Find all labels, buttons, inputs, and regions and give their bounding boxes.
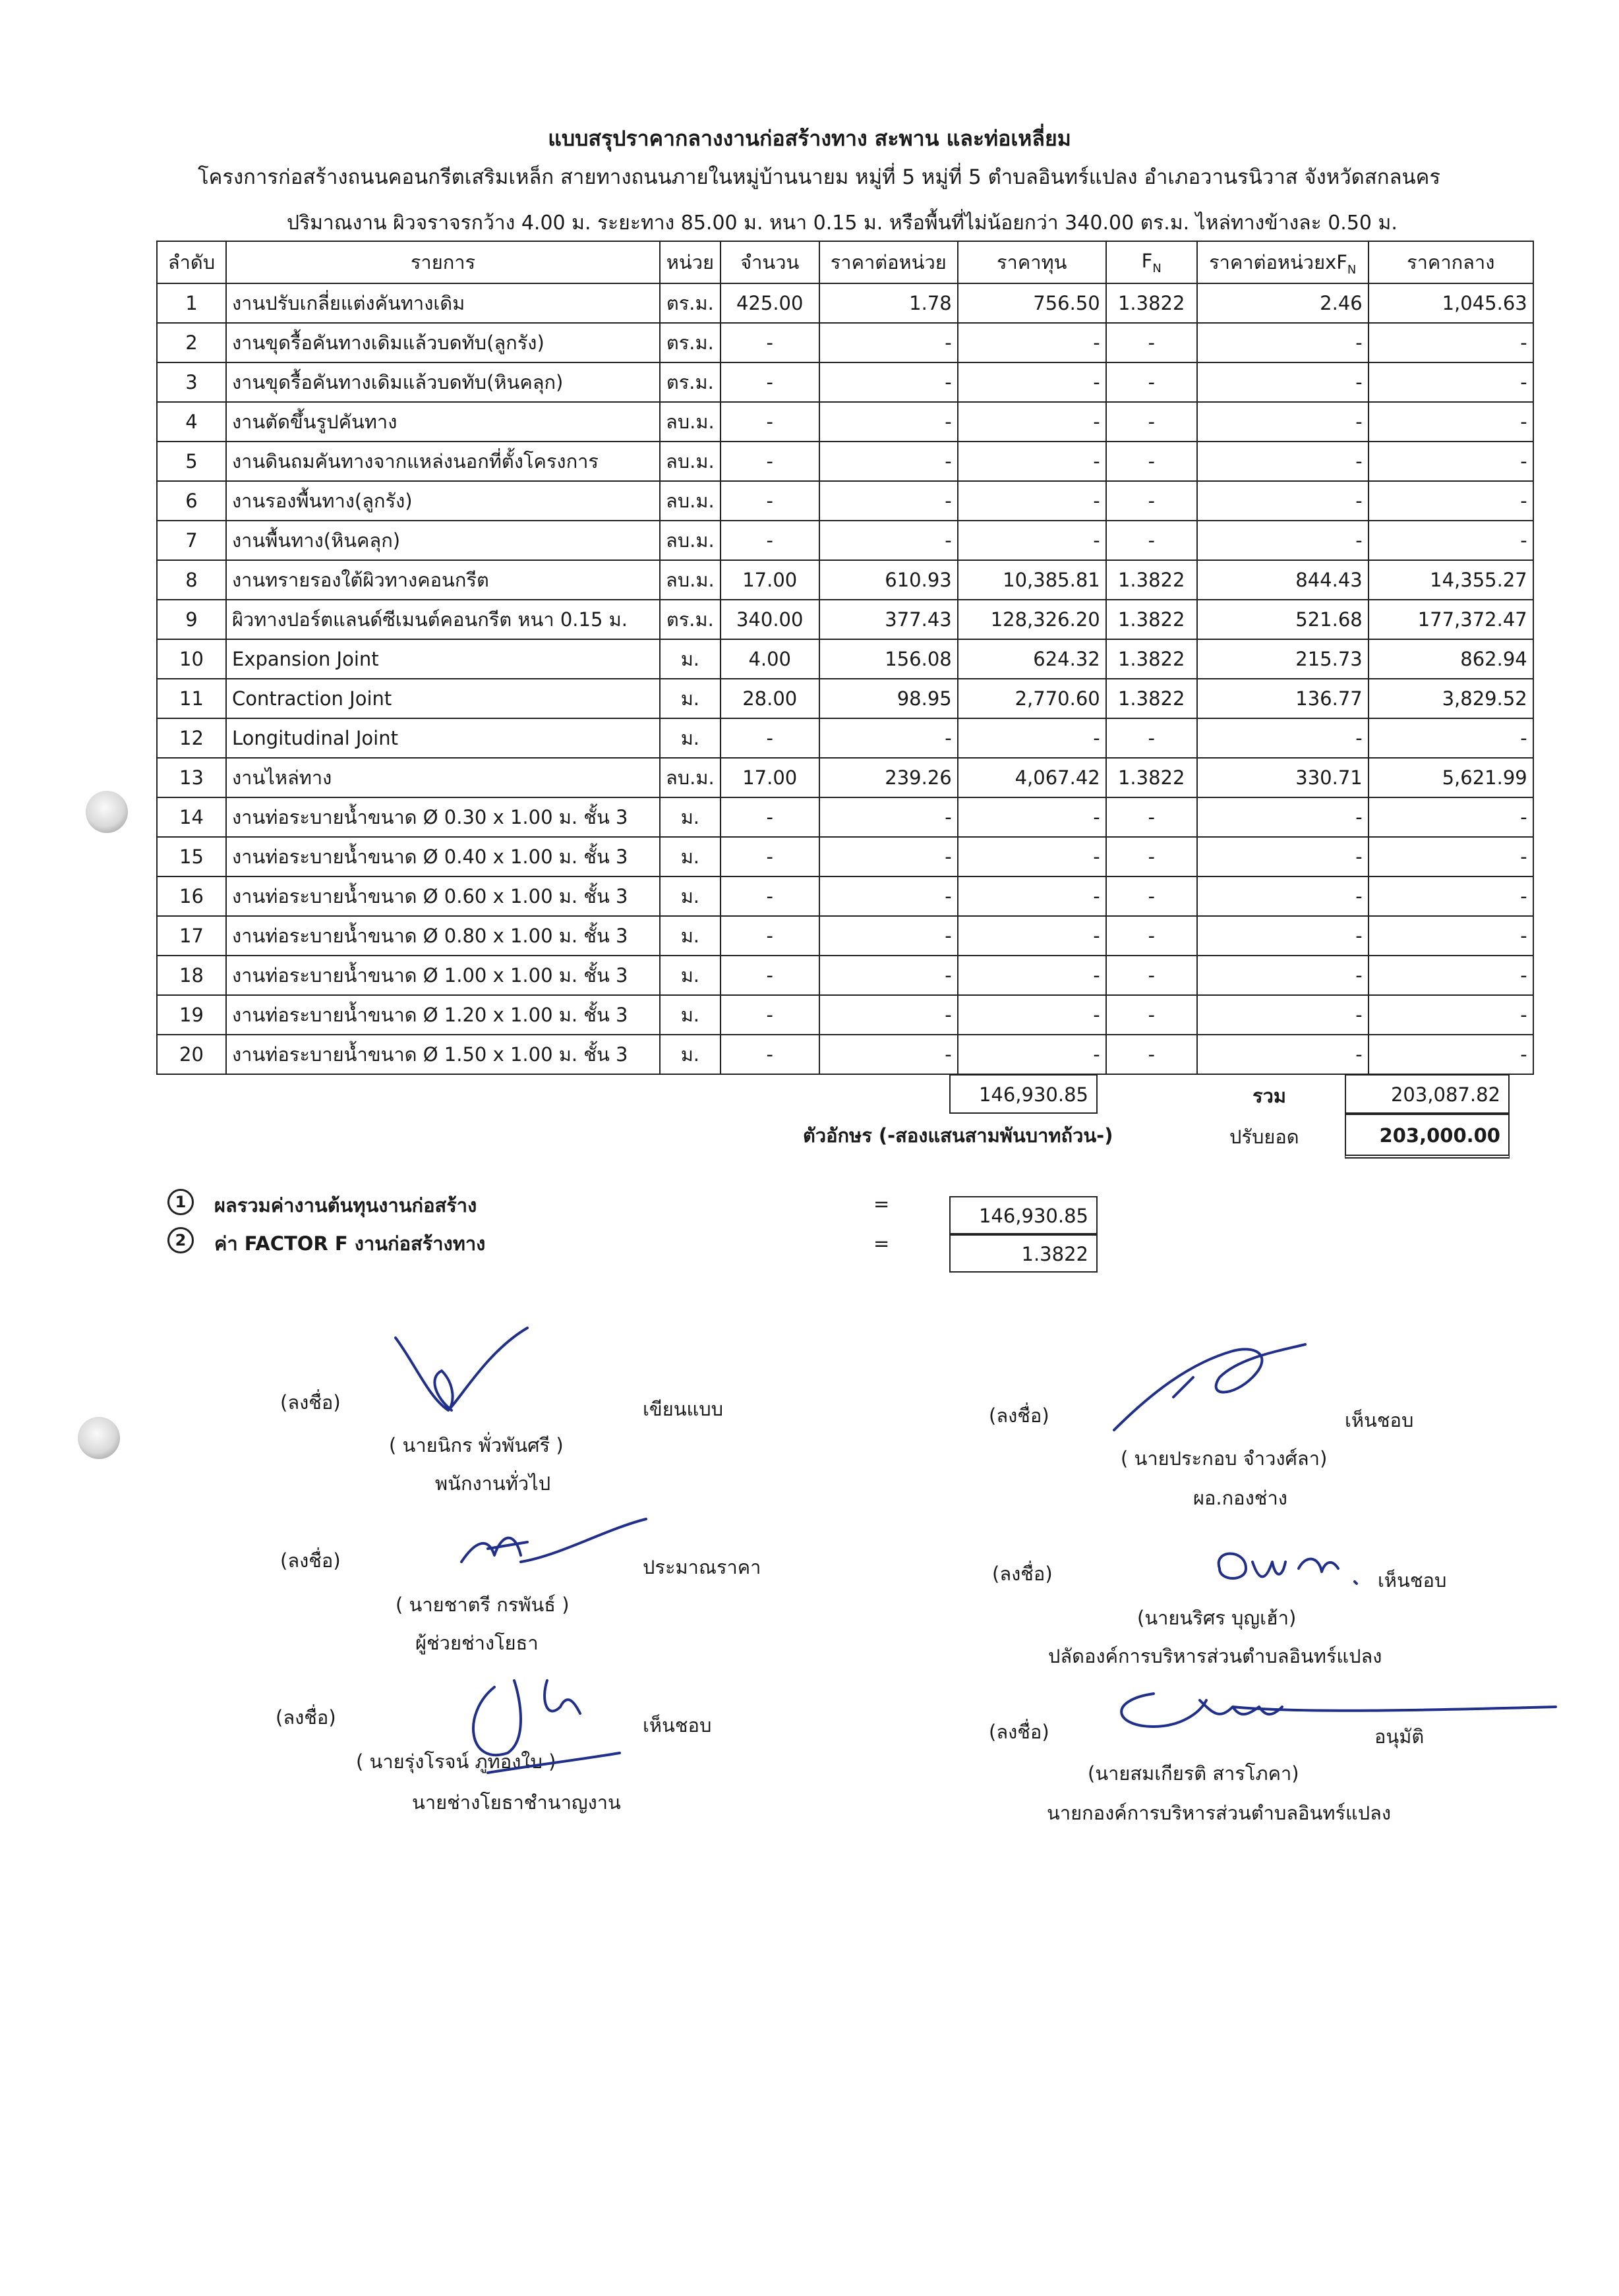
row-fn: - [1106,323,1197,362]
signature-mark-left-1 [389,1325,547,1423]
project-description: โครงการก่อสร้างถนนคอนกรีตเสริมเหล็ก สายทางถนนภายในหมู่บ้านนายม หมู่ที่ 5 หมู่ที่ 5 ตำบลอินทร์แปลง อำเภอวานรนิวาส จังหวัดสกลนคร [198,165,1441,189]
row-mid-price: - [1369,362,1533,402]
row-item: งานท่อระบายน้ำขนาด Ø 0.80 x 1.00 ม. ชั้น 3 [226,916,660,956]
header-fn-label: F [1141,249,1153,272]
table-row [157,323,1533,362]
row-no: 2 [157,323,226,362]
rounded-value-box: 203,000.00 [1345,1114,1510,1159]
signature-mark-left-2 [448,1516,659,1575]
row-unit-price: - [819,837,958,876]
row-unit-price: - [819,956,958,995]
punch-hole-top [86,791,128,833]
sign-prefix-left-3: (ลงชื่อ) [276,1706,336,1729]
row-mid-price: - [1369,442,1533,481]
row-unit: ม. [660,639,721,679]
sign-title-right-2: ปลัดองค์การบริหารส่วนตำบลอินทร์แปลง [1048,1645,1382,1667]
row-unit: ม. [660,679,721,718]
row-unit: ตร.ม. [660,283,721,323]
table-row [157,283,1533,323]
row-unit-price: - [819,481,958,521]
row-cost: 756.50 [958,283,1106,323]
row-mid-price: - [1369,797,1533,837]
work-scope: ปริมาณงาน ผิวจราจรกว้าง 4.00 ม. ระยะทาง 85.00 ม. หนา 0.15 ม. หรือพื้นที่ไม่น้อยกว่า 340.00 ตร.ม. ไหล่ทางข้างละ 0.50 ม. [287,212,1398,235]
row-mid-price: - [1369,995,1533,1035]
row-unit-price-fn: 330.71 [1197,758,1369,797]
row-cost: - [958,521,1106,560]
row-fn: 1.3822 [1106,679,1197,718]
row-unit-price: - [819,1035,958,1074]
row-unit-price-fn: - [1197,442,1369,481]
row-item: งานทรายรองใต้ผิวทางคอนกรีต [226,560,660,600]
row-no: 7 [157,521,226,560]
sign-role-left-2: ประมาณราคา [643,1556,761,1578]
summary-eq-1: = [873,1193,890,1215]
amount-in-words: ตัวอักษร (-สองแสนสามพันบาทถ้วน-) [803,1124,1113,1147]
row-qty: 425.00 [721,283,819,323]
sign-name-left-3: ( นายรุ่งโรจน์ ภูทองใบ ) [356,1750,556,1773]
header-item: รายการ [226,241,660,283]
row-unit-price-fn: 521.68 [1197,600,1369,639]
row-item: งานดินถมคันทางจากแหล่งนอกที่ตั้งโครงการ [226,442,660,481]
row-unit-price: - [819,916,958,956]
row-no: 13 [157,758,226,797]
row-unit-price-fn: - [1197,797,1369,837]
row-unit-price-fn: 2.46 [1197,283,1369,323]
row-qty: 340.00 [721,600,819,639]
row-mid-price: - [1369,1035,1533,1074]
row-fn: - [1106,362,1197,402]
header-unit-price-fn [1197,241,1369,283]
row-cost: - [958,402,1106,442]
row-unit: ลบ.ม. [660,560,721,600]
row-item: ผิวทางปอร์ตแลนด์ซีเมนต์คอนกรีต หนา 0.15 ม. [226,600,660,639]
row-unit-price-fn: 844.43 [1197,560,1369,600]
row-qty: 17.00 [721,758,819,797]
table-row [157,639,1533,679]
row-unit-price: - [819,718,958,758]
row-no: 15 [157,837,226,876]
row-item: งานท่อระบายน้ำขนาด Ø 1.50 x 1.00 ม. ชั้น 3 [226,1035,660,1074]
table-row [157,916,1533,956]
sign-name-left-2: ( นายชาตรี กรพันธ์ ) [396,1593,570,1616]
sign-prefix-right-2: (ลงชื่อ) [992,1563,1053,1585]
table-row [157,995,1533,1035]
row-unit: ลบ.ม. [660,402,721,442]
table-row [157,718,1533,758]
summary-number-2: 2 [167,1227,194,1253]
row-unit-price-fn: - [1197,876,1369,916]
row-qty: - [721,442,819,481]
sign-title-right-3: นายกองค์การบริหารส่วนตำบลอินทร์แปลง [1047,1802,1392,1824]
row-item: งานท่อระบายน้ำขนาด Ø 1.00 x 1.00 ม. ชั้น 3 [226,956,660,995]
table-row [157,797,1533,837]
row-item: งานขุดรื้อคันทางเดิมแล้วบดทับ(หินคลุก) [226,362,660,402]
row-unit-price: 156.08 [819,639,958,679]
row-cost: - [958,718,1106,758]
row-mid-price: 862.94 [1369,639,1533,679]
row-unit-price: 377.43 [819,600,958,639]
row-unit-price: - [819,402,958,442]
row-item: Expansion Joint [226,639,660,679]
row-cost: - [958,797,1106,837]
row-unit-price-fn: - [1197,956,1369,995]
row-no: 10 [157,639,226,679]
row-unit-price: 239.26 [819,758,958,797]
summary-value-1: 146,930.85 [949,1196,1098,1234]
row-qty: - [721,718,819,758]
row-unit-price-fn: - [1197,718,1369,758]
row-unit: ลบ.ม. [660,442,721,481]
row-no: 12 [157,718,226,758]
row-cost: - [958,323,1106,362]
row-mid-price: - [1369,956,1533,995]
table-row [157,481,1533,521]
row-fn: - [1106,837,1197,876]
row-unit-price: - [819,797,958,837]
row-item: งานพื้นทาง(หินคลุก) [226,521,660,560]
row-no: 8 [157,560,226,600]
sign-name-right-3: (นายสมเกียรติ สารโภคา) [1088,1762,1299,1785]
row-unit: ม. [660,718,721,758]
row-unit-price: - [819,442,958,481]
row-no: 18 [157,956,226,995]
row-unit-price-fn: - [1197,995,1369,1035]
row-item: งานรองพื้นทาง(ลูกรัง) [226,481,660,521]
sign-role-left-1: เขียนแบบ [643,1398,724,1420]
row-fn: - [1106,956,1197,995]
row-unit-price-fn: - [1197,916,1369,956]
row-qty: - [721,837,819,876]
header-cost: ราคาทุน [958,241,1106,283]
table-row [157,1035,1533,1074]
row-cost: 10,385.81 [958,560,1106,600]
row-no: 3 [157,362,226,402]
row-mid-price: 5,621.99 [1369,758,1533,797]
sign-name-left-1: ( นายนิกร พั่วพันศรี ) [389,1434,564,1456]
row-unit-price: 610.93 [819,560,958,600]
row-unit-price: 98.95 [819,679,958,718]
signature-mark-right-3 [1101,1687,1562,1746]
row-no: 17 [157,916,226,956]
header-fn [1106,241,1197,283]
row-mid-price: - [1369,837,1533,876]
row-unit-price-fn: - [1197,362,1369,402]
row-item: งานท่อระบายน้ำขนาด Ø 1.20 x 1.00 ม. ชั้น 3 [226,995,660,1035]
row-fn: - [1106,481,1197,521]
row-unit-price: - [819,876,958,916]
row-no: 1 [157,283,226,323]
row-qty: - [721,956,819,995]
row-unit: ม. [660,797,721,837]
row-unit-price-fn: - [1197,837,1369,876]
sign-role-right-1: เห็นชอบ [1345,1409,1414,1431]
row-fn: - [1106,1035,1197,1074]
table-row [157,758,1533,797]
row-cost: - [958,362,1106,402]
row-cost: - [958,481,1106,521]
sign-title-left-3: นายช่างโยธาชำนาญงาน [412,1791,621,1814]
row-item: งานตัดขึ้นรูปคันทาง [226,402,660,442]
row-item: งานท่อระบายน้ำขนาด Ø 0.30 x 1.00 ม. ชั้น 3 [226,797,660,837]
row-mid-price: - [1369,916,1533,956]
row-unit-price-fn: - [1197,1035,1369,1074]
row-unit: ลบ.ม. [660,758,721,797]
document-title: แบบสรุปราคากลางงานก่อสร้างทาง สะพาน และท่อเหลี่ยม [548,126,1071,151]
row-cost: 4,067.42 [958,758,1106,797]
sign-role-left-3: เห็นชอบ [643,1714,712,1736]
header-unit: หน่วย [660,241,721,283]
cost-total-box: 146,930.85 [949,1074,1098,1114]
sign-role-right-3: อนุมัติ [1374,1725,1425,1748]
row-qty: - [721,916,819,956]
row-item: งานขุดรื้อคันทางเดิมแล้วบดทับ(ลูกรัง) [226,323,660,362]
table-row [157,876,1533,916]
row-unit: ลบ.ม. [660,481,721,521]
row-cost: - [958,916,1106,956]
signature-mark-left-3 [448,1661,633,1793]
sign-prefix-right-1: (ลงชื่อ) [989,1404,1049,1427]
row-mid-price: 14,355.27 [1369,560,1533,600]
row-unit: ม. [660,916,721,956]
row-no: 11 [157,679,226,718]
row-qty: - [721,876,819,916]
row-unit: ลบ.ม. [660,521,721,560]
header-no: ลำดับ [157,241,226,283]
signature-mark-right-1 [1107,1338,1318,1437]
summary-label-2: ค่า FACTOR F งานก่อสร้างทาง [214,1232,486,1255]
row-cost: - [958,837,1106,876]
sign-name-right-2: (นายนริศร บุญเฮ้า) [1137,1607,1297,1629]
row-qty: 17.00 [721,560,819,600]
summary-value-2: 1.3822 [949,1234,1098,1273]
sign-title-right-1: ผอ.กองช่าง [1193,1487,1287,1509]
summary-eq-2: = [873,1232,890,1255]
row-fn: 1.3822 [1106,283,1197,323]
row-qty: 28.00 [721,679,819,718]
row-cost: 624.32 [958,639,1106,679]
row-mid-price: 3,829.52 [1369,679,1533,718]
table-header-row [157,241,1533,283]
row-no: 19 [157,995,226,1035]
row-unit-price-fn: 215.73 [1197,639,1369,679]
row-qty: - [721,402,819,442]
sign-prefix-left-2: (ลงชื่อ) [280,1549,341,1572]
rounded-label: ปรับยอด [1229,1126,1299,1148]
table-row [157,362,1533,402]
row-unit: ตร.ม. [660,323,721,362]
sum-value-box: 203,087.82 [1345,1074,1510,1114]
table-row [157,442,1533,481]
row-cost: - [958,956,1106,995]
header-qty: จำนวน [721,241,819,283]
row-fn: - [1106,995,1197,1035]
row-qty: - [721,481,819,521]
row-fn: - [1106,402,1197,442]
sign-prefix-right-3: (ลงชื่อ) [989,1721,1049,1743]
row-unit-price: 1.78 [819,283,958,323]
row-fn: 1.3822 [1106,600,1197,639]
sign-title-left-2: ผู้ช่วยช่างโยธา [415,1632,539,1654]
row-no: 5 [157,442,226,481]
table-row [157,600,1533,639]
row-mid-price: 1,045.63 [1369,283,1533,323]
row-unit-price: - [819,362,958,402]
row-no: 4 [157,402,226,442]
row-cost: - [958,1035,1106,1074]
sign-prefix-left-1: (ลงชื่อ) [280,1391,341,1414]
summary-number-1: 1 [167,1189,194,1215]
row-cost: - [958,995,1106,1035]
row-unit: ม. [660,956,721,995]
row-mid-price: - [1369,481,1533,521]
row-mid-price: - [1369,402,1533,442]
row-qty: 4.00 [721,639,819,679]
sign-title-left-1: พนักงานทั่วไป [435,1472,551,1495]
row-unit-price-fn: 136.77 [1197,679,1369,718]
punch-hole-bottom [78,1417,120,1459]
row-qty: - [721,521,819,560]
row-cost: 128,326.20 [958,600,1106,639]
row-qty: - [721,1035,819,1074]
row-fn: - [1106,521,1197,560]
header-unit-price-fn-label: ราคาต่อหน่วยxF [1209,251,1347,273]
row-fn: 1.3822 [1106,758,1197,797]
row-fn: - [1106,442,1197,481]
row-fn: - [1106,718,1197,758]
row-item: งานท่อระบายน้ำขนาด Ø 0.40 x 1.00 ม. ชั้น 3 [226,837,660,876]
header-fn-subscript: N [1152,261,1162,275]
table-row [157,521,1533,560]
cost-summary-table [156,241,1534,1075]
row-unit: ม. [660,837,721,876]
table-row [157,837,1533,876]
row-unit-price-fn: - [1197,323,1369,362]
row-no: 16 [157,876,226,916]
row-cost: 2,770.60 [958,679,1106,718]
table-row [157,560,1533,600]
table-row [157,956,1533,995]
row-unit: ม. [660,995,721,1035]
row-mid-price: - [1369,718,1533,758]
row-cost: - [958,442,1106,481]
row-mid-price: - [1369,876,1533,916]
row-qty: - [721,995,819,1035]
signature-mark-right-2 [1200,1542,1371,1601]
table-row [157,402,1533,442]
row-mid-price: - [1369,521,1533,560]
row-fn: 1.3822 [1106,560,1197,600]
row-unit: ตร.ม. [660,600,721,639]
row-unit: ตร.ม. [660,362,721,402]
row-no: 20 [157,1035,226,1074]
row-item: งานปรับเกลี่ยแต่งคันทางเดิม [226,283,660,323]
summary-label-1: ผลรวมค่างานต้นทุนงานก่อสร้าง [214,1194,477,1217]
row-unit: ม. [660,1035,721,1074]
sum-label: รวม [1252,1085,1286,1107]
row-item: Longitudinal Joint [226,718,660,758]
row-qty: - [721,323,819,362]
row-cost: - [958,876,1106,916]
header-unit-price-fn-subscript: N [1347,262,1357,277]
row-item: Contraction Joint [226,679,660,718]
row-fn: 1.3822 [1106,639,1197,679]
table-row [157,679,1533,718]
row-fn: - [1106,876,1197,916]
row-mid-price: - [1369,323,1533,362]
row-fn: - [1106,797,1197,837]
row-unit-price-fn: - [1197,481,1369,521]
sign-role-right-2: เห็นชอบ [1378,1569,1447,1592]
row-unit: ม. [660,876,721,916]
row-unit-price: - [819,323,958,362]
row-item: งานท่อระบายน้ำขนาด Ø 0.60 x 1.00 ม. ชั้น 3 [226,876,660,916]
row-fn: - [1106,916,1197,956]
row-item: งานไหล่ทาง [226,758,660,797]
table-body [157,283,1533,1074]
row-unit-price: - [819,995,958,1035]
sign-name-right-1: ( นายประกอบ จำวงศ์ลา) [1121,1447,1328,1470]
row-unit-price-fn: - [1197,402,1369,442]
header-unit-price: ราคาต่อหน่วย [819,241,958,283]
row-no: 9 [157,600,226,639]
row-qty: - [721,362,819,402]
row-qty: - [721,797,819,837]
row-unit-price-fn: - [1197,521,1369,560]
row-no: 14 [157,797,226,837]
header-mid-price: ราคากลาง [1369,241,1533,283]
row-unit-price: - [819,521,958,560]
row-no: 6 [157,481,226,521]
row-mid-price: 177,372.47 [1369,600,1533,639]
